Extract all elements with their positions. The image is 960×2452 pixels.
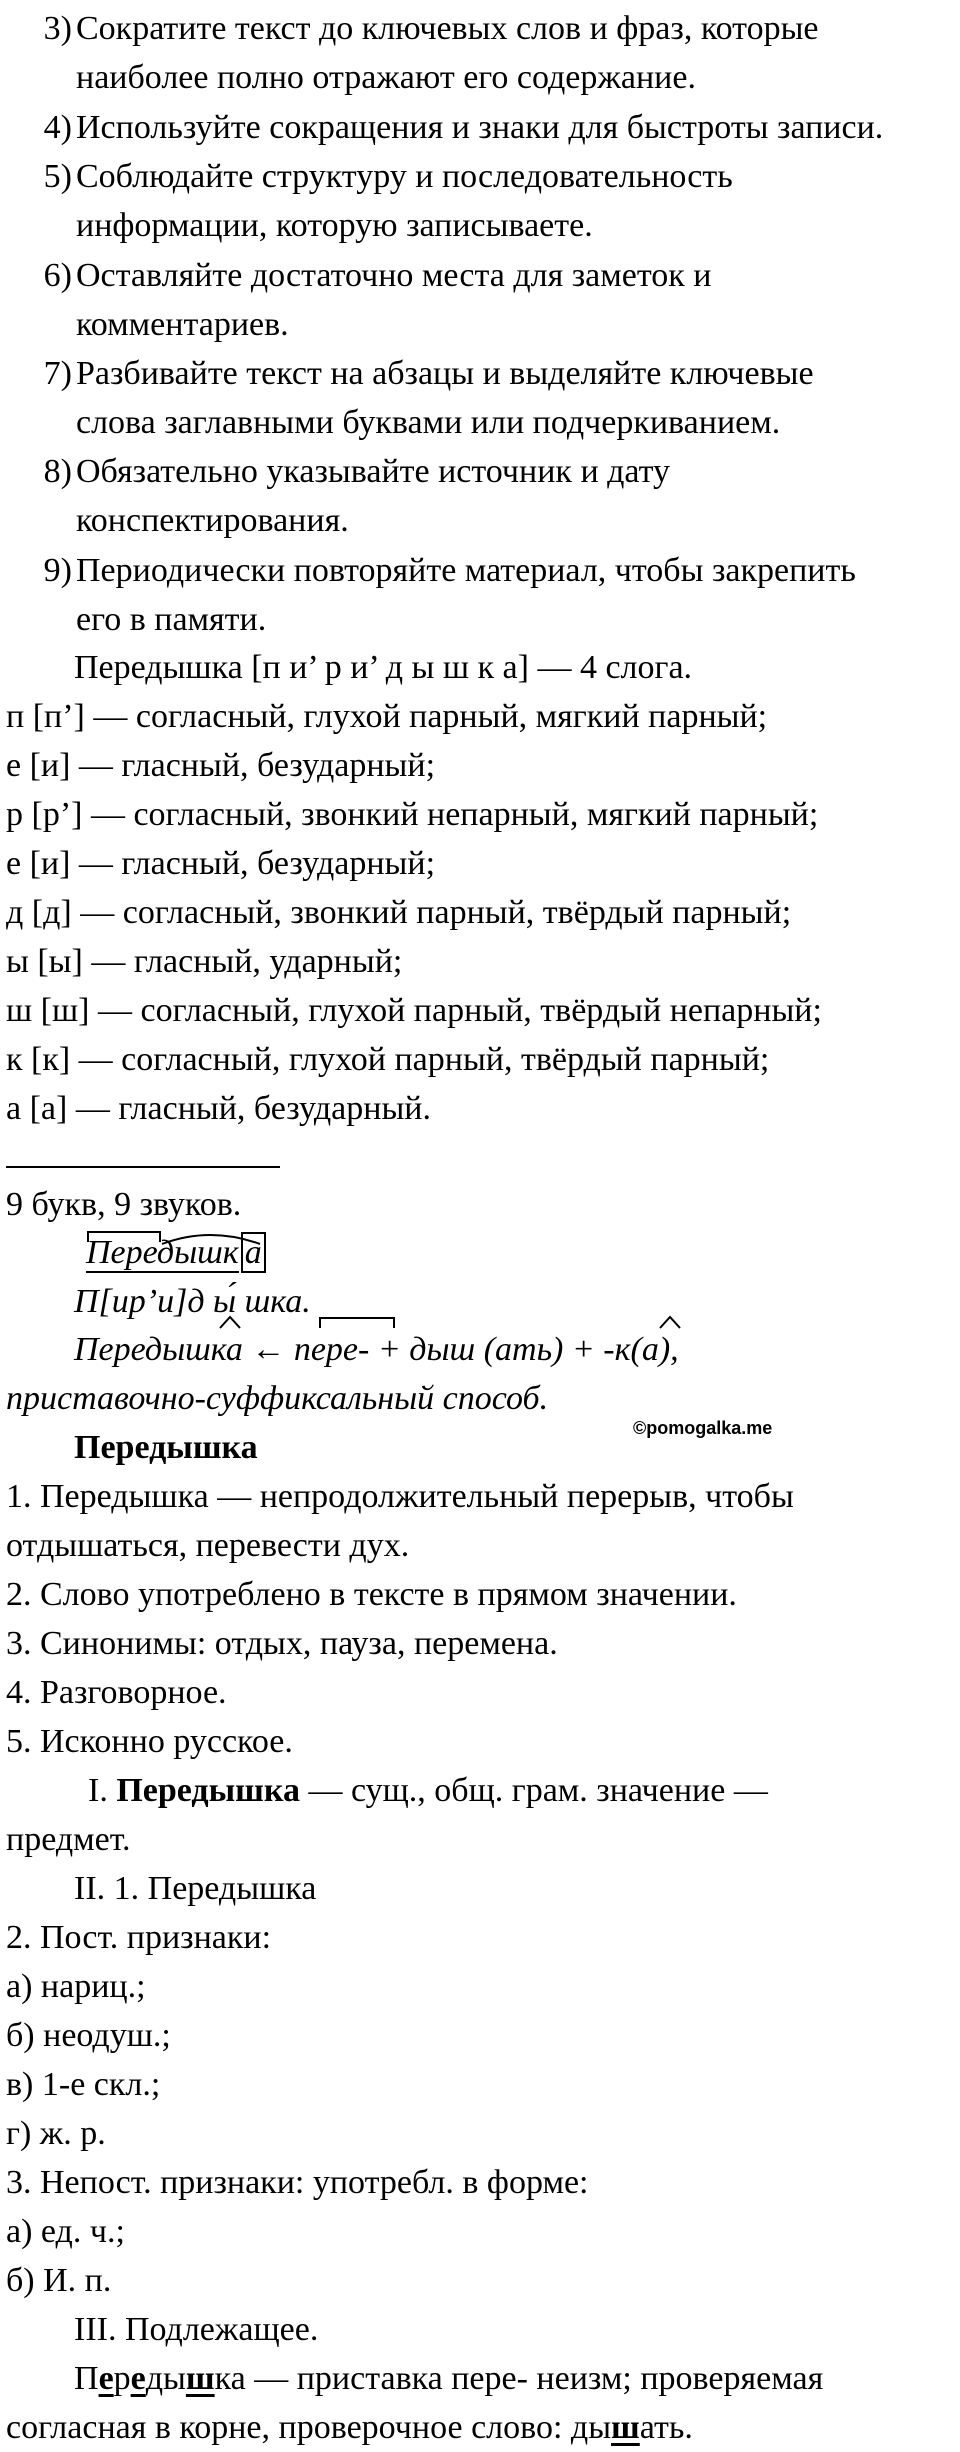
list-number: 6)	[43, 257, 72, 294]
list-number: 4)	[43, 109, 72, 146]
list-item-text: конспектирования.	[76, 502, 349, 539]
divider-line	[6, 1166, 280, 1168]
morph-line: б) И. п.	[6, 2262, 112, 2299]
list-number: 7)	[43, 355, 72, 392]
phonetic-row: д [д] — согласный, звонкий парный, твёрдый парный;	[6, 894, 792, 931]
derivation-prefix: пере-	[293, 1331, 370, 1368]
list-item-text: слова заглавными буквами или подчеркиванием.	[76, 404, 781, 441]
morph-line: в) 1-е скл.;	[6, 2066, 161, 2103]
list-item-text: Соблюдайте структуру и последовательность	[76, 158, 733, 195]
phonetic-row: е [и] — гласный, безударный;	[6, 845, 436, 882]
lexical-item: 1. Передышка — непродолжительный перерыв, чтобы	[6, 1478, 794, 1515]
list-item-text: Оставляйте достаточно места для заметок и	[76, 257, 712, 294]
phonetic-row: р [р’] — согласный, звонкий непарный, мягкий парный;	[6, 796, 819, 833]
lexical-title: Передышка	[74, 1429, 258, 1466]
phonetic-row: е [и] — гласный, безударный;	[6, 747, 436, 784]
phonetic-heading: Передышка [п и’ р и’ д ы ш к а] — 4 слога.	[74, 649, 693, 686]
spelling-letter-marked: ш	[185, 2360, 215, 2397]
morph-part-1-word: Передышка	[116, 1772, 300, 1809]
lexical-item: отдышаться, перевести дух.	[6, 1527, 410, 1564]
lexical-item: 2. Слово употреблено в тексте в прямом значении.	[6, 1576, 737, 1613]
suffix-caret-mark	[658, 1314, 682, 1330]
lexical-item: 3. Синонимы: отдых, пауза, перемена.	[6, 1625, 558, 1662]
list-number: 8)	[43, 453, 72, 490]
list-item-text: Обязательно указывайте источник и дату	[76, 453, 671, 490]
word-stem: Передышк	[86, 1234, 239, 1271]
morph-part-3: III. Подлежащее.	[74, 2311, 319, 2348]
phonetic-row: к [к] — согласный, глухой парный, твёрдый парный;	[6, 1041, 770, 1078]
derivation-arrow: ←	[251, 1331, 286, 1368]
phonetic-row: п [п’] — согласный, глухой парный, мягкий парный;	[6, 698, 768, 735]
spelling-line-2-end: ать.	[639, 2409, 693, 2446]
spelling-letter: р	[113, 2360, 131, 2397]
morph-part-2-head: II. 1. Передышка	[74, 1870, 317, 1907]
root-arc-mark	[160, 1228, 270, 1248]
phonetic-row: а [а] — гласный, безударный.	[6, 1090, 431, 1127]
phonetic-row: ы [ы] — гласный, ударный;	[6, 943, 403, 980]
prefix-mark	[318, 1316, 400, 1330]
lexical-item: 4. Разговорное.	[6, 1674, 227, 1711]
derivation-method: приставочно-суффиксальный способ.	[6, 1380, 549, 1417]
spelling-line-2-text: согласная в корне, проверочное слово: ды	[6, 2409, 612, 2446]
morph-part-1-prefix: I.	[88, 1772, 117, 1809]
morph-line: г) ж. р.	[6, 2115, 106, 2152]
spelling-letter: ка	[214, 2360, 246, 2397]
morph-line: 2. Пост. признаки:	[6, 1919, 272, 1956]
list-item-text: Используйте сокращения и знаки для быстроты записи.	[76, 109, 884, 146]
list-number: 3)	[43, 10, 72, 47]
spelling-letter: П	[74, 2360, 99, 2397]
suffix-caret-mark	[218, 1314, 242, 1330]
morph-line: 3. Непост. признаки: употребл. в форме:	[6, 2164, 589, 2201]
spelling-letter-marked: ш	[611, 2409, 640, 2446]
spelling-letter-marked: е	[98, 2360, 114, 2397]
watermark-text: ©pomogalka.me	[633, 1418, 773, 1438]
list-item-text: информации, которую записываете.	[76, 207, 593, 244]
list-item-text: его в памяти.	[76, 601, 267, 638]
list-item-text: Сократите текст до ключевых слов и фраз, которые	[76, 10, 819, 47]
list-item-text: Разбивайте текст на абзацы и выделяйте ключевые	[76, 355, 814, 392]
word-ending-box: а	[241, 1232, 266, 1273]
derivation-line	[74, 1325, 679, 1374]
spelling-line-1	[74, 2354, 823, 2403]
lexical-item: 5. Исконно русское.	[6, 1723, 293, 1760]
list-number: 5)	[43, 158, 72, 195]
list-item-text: наиболее полно отражают его содержание.	[76, 59, 696, 96]
spelling-letter: ды	[145, 2360, 186, 2397]
morpheme-transcription: П[ир’и]д ы́ шка.	[74, 1283, 311, 1320]
morph-part-1-cont: предмет.	[6, 1821, 131, 1858]
list-item-text: Периодически повторяйте материал, чтобы закрепить	[76, 552, 856, 589]
morph-part-1	[88, 1766, 768, 1815]
derivation-rest: + дыш (ать) + -к(а),	[377, 1331, 679, 1368]
morph-line: а) нариц.;	[6, 1968, 146, 2005]
phonetic-row: ш [ш] — согласный, глухой парный, твёрдый непарный;	[6, 992, 822, 1029]
prefix-mark	[86, 1230, 166, 1244]
list-number: 9)	[43, 552, 72, 589]
derivation-word: Передышка	[74, 1331, 243, 1368]
morph-part-1-rest: — сущ., общ. грам. значение —	[299, 1772, 768, 1809]
spelling-letter-marked: е	[130, 2360, 146, 2397]
phonetic-summary: 9 букв, 9 звуков.	[6, 1186, 242, 1223]
spelling-rest: — приставка пере- неизм; проверяемая	[245, 2360, 824, 2397]
morph-line: б) неодуш.;	[6, 2017, 171, 2054]
list-item-text: комментариев.	[76, 306, 289, 343]
morph-line: а) ед. ч.;	[6, 2213, 125, 2250]
